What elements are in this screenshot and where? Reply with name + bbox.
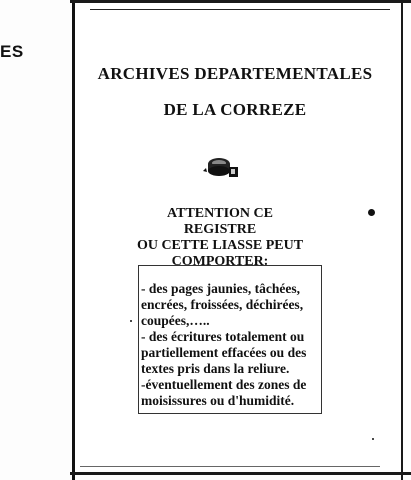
notice-line: moisissures ou d'humidité. <box>141 393 295 408</box>
attention-heading <box>130 206 310 270</box>
attention-line-3: COMPORTER: <box>171 254 269 269</box>
adjacent-page-edge <box>0 0 75 480</box>
page-top-border <box>70 0 411 3</box>
paper-speck <box>372 438 374 440</box>
notice-line: - des pages jaunies, tâchées, <box>141 281 300 296</box>
page-right-border <box>401 0 403 480</box>
page-top-rule <box>90 9 390 10</box>
notice-line: coupées,….. <box>141 313 210 328</box>
adjacent-page-text-fragment: ES <box>0 42 24 61</box>
microfilm-reel-icon <box>203 153 243 183</box>
notice-line: partiellement effacées ou des <box>141 345 307 360</box>
notice-line: textes pris dans la reliure. <box>141 361 290 376</box>
paper-speck <box>368 209 375 216</box>
notice-line: encrées, froissées, déchirées, <box>141 297 304 312</box>
archive-title-line-2: DE LA CORREZE <box>163 100 307 119</box>
attention-line-2: OU CETTE LIASSE PEUT <box>136 238 304 253</box>
page-bottom-border <box>70 472 411 475</box>
paper-speck <box>130 320 132 322</box>
attention-line-1: ATTENTION CE REGISTRE <box>167 206 273 237</box>
archive-title-line-1: ARCHIVES DEPARTEMENTALES <box>97 64 373 83</box>
notice-line: -éventuellement des zones de <box>141 377 307 392</box>
notice-line: - des écritures totalement ou <box>141 329 305 344</box>
page-bottom-rule <box>80 466 380 467</box>
